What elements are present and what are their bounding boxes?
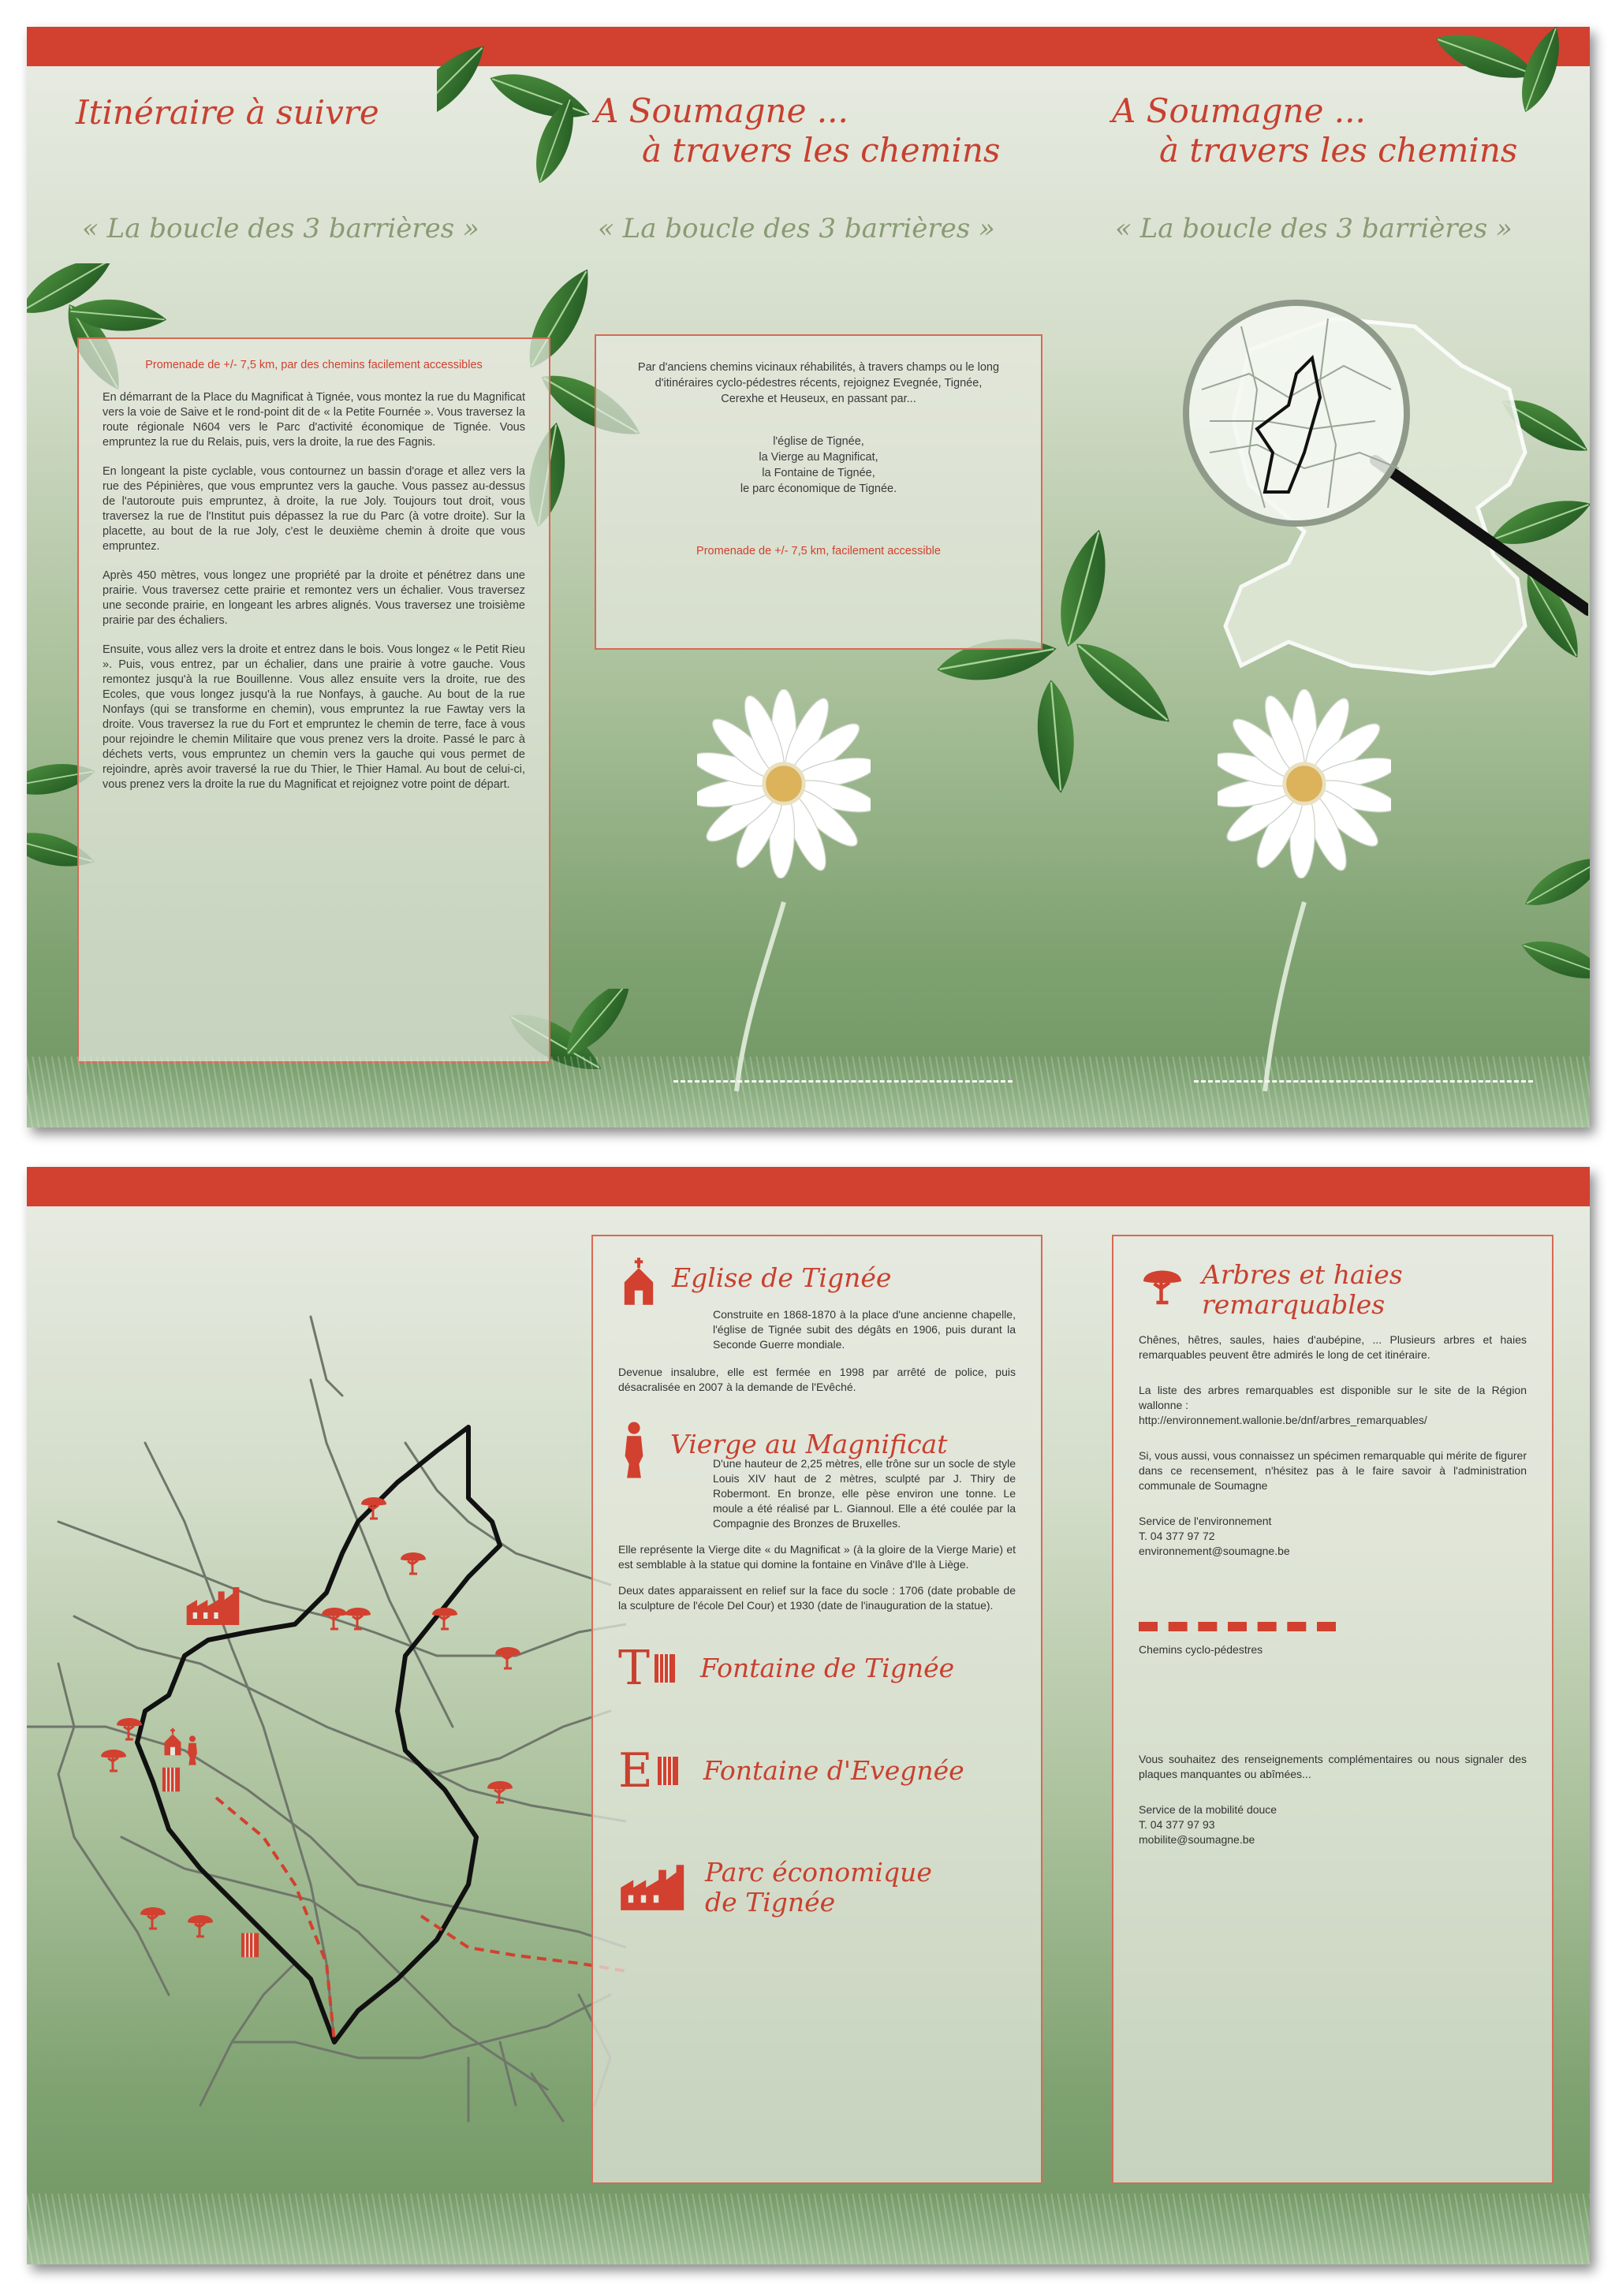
itinerary-paragraph: Ensuite, vous allez vers la droite et entrez dans le bois. Vous longez « le Petit Rieu ». Puis, vous entrez, par un échalier, dans une prairie à votre gauche. Vous remontez jusqu'à la rue Bouillenne. Vous allez ensuite vers la droite, rue des Ecoles, que vous longez jusqu'à la rue Nonfays, à gauche. Au bout de la rue Nonfays (qui se transforme en chemin), vous empruntez la rue Fawtay vers la droite. Vous traversez la rue du Fort et empruntez le chemin de terre, face à vous pour rejoindre le chemin Militaire que vous prenez vers la droite. Passé le parc à déchets verts, vous empruntez un chemin vers la gauche qui vous permet de rejoindre, après avoir traversé la rue du Thier, le Thier Hamal. Au bout de celui-ci, vous prenez vers la droite la rue du Magnificat et rejoignez votre point de départ.: [103, 643, 525, 791]
route-map: [27, 1285, 626, 2160]
vierge-paragraph: Elle représente la Vierge dite « du Magnificat » (à la gloire de la Vierge Marie) et est semblable à la statue qui domine la fontaine en Vinâve d'Ile à Liège.: [618, 1543, 1016, 1571]
env-phone: T. 04 377 97 72: [1139, 1530, 1215, 1542]
parc-section: [618, 1858, 1016, 1918]
mob-service: Service de la mobilité douce: [1139, 1803, 1277, 1816]
arbres-paragraph: Si, vous aussi, vous connaissez un spécimen remarquable qui mérite de figurer dans ce recensement, n'hésitez pas à le faire savoir à l'administration communale de Soumagne: [1139, 1449, 1527, 1492]
itinerary-paragraph: En démarrant de la Place du Magnificat à Tignée, vous montez la rue du Magnificat vers la voie de Saive et le rond-point dit de « la Petite Fournée ». Vous traversez la route régionale N604 vers le Parc d'activité économique de Tignée. Vous empruntez la rue du Relais, puis, vers la droite, la rue des Fagnis.: [103, 391, 525, 449]
cover-subtitle: « La boucle des 3 barrières »: [1115, 213, 1512, 244]
itinerary-panel-heading: Promenade de +/- 7,5 km, par des chemins facilement accessibles: [145, 359, 483, 371]
env-service: Service de l'environnement: [1139, 1515, 1272, 1527]
brochure-inner-side: [27, 1167, 1590, 2264]
middle-title-line1: A Soumagne ...: [595, 91, 849, 130]
middle-title-block: [595, 91, 1084, 170]
grass-strip: [27, 1057, 1590, 1128]
intro-list-item: l'église de Tignée,: [773, 435, 864, 448]
intro-list-item: la Vierge au Magnificat,: [759, 451, 878, 464]
middle-subtitle: « La boucle des 3 barrières »: [598, 213, 995, 244]
eglise-section: [618, 1255, 1016, 1307]
cover-title-line2: à travers les chemins: [1159, 131, 1518, 170]
vierge-paragraph: Deux dates apparaissent en relief sur la face du socle : 1706 (date probable de la sculpture de l'école Del Cour) et 1930 (date de l'inauguration de la statue).: [618, 1584, 1016, 1612]
cover-title-block: [1112, 91, 1590, 170]
fontaine-t-letter: T: [618, 1641, 651, 1696]
eglise-paragraph: Devenue insalubre, elle est fermée en 1998 par arrêté de police, puis désacralisée en 2007 à la demande de l'Evêché.: [618, 1366, 1016, 1393]
fontaine-e-letter: E: [618, 1743, 653, 1798]
fontaine-tignee-title: Fontaine de Tignée: [700, 1653, 955, 1683]
parc-title-line1: Parc économique: [705, 1857, 932, 1888]
daisy-flower-icon: [697, 689, 871, 1099]
itinerary-paragraph: Après 450 mètres, vous longez une propriété par la droite et pénétrez dans une prairie. Vous traversez cette prairie et remontez vers un échalier. Vous traversez une seconde prairie, en longeant les arbres alignés. Vous traversez une troisième prairie par des échaliers.: [103, 569, 525, 627]
eglise-title: Eglise de Tignée: [672, 1262, 892, 1293]
arbres-paragraph: Chênes, hêtres, saules, haies d'aubépine, ... Plusieurs arbres et haies remarquables peuvent être admirés le long de cet itinéraire.: [1139, 1333, 1527, 1361]
info-panel: [1112, 1235, 1553, 2184]
mob-phone: T. 04 377 97 93: [1139, 1818, 1215, 1831]
eglise-paragraph: Construite en 1868-1870 à la place d'une ancienne chapelle, l'église de Tignée subit des dégâts en 1906, puis durant la Seconde Guerre mondiale.: [713, 1308, 1016, 1351]
intro-list-item: le parc économique de Tignée.: [740, 483, 897, 495]
magnifier-map-icon: [1178, 295, 1588, 705]
vierge-title: Vierge au Magnificat: [670, 1429, 948, 1459]
intro-panel: [595, 334, 1042, 650]
env-email[interactable]: environnement@soumagne.be: [1139, 1545, 1290, 1557]
intro-note: Promenade de +/- 7,5 km, facilement accessible: [696, 545, 941, 557]
intro-list-item: la Fontaine de Tignée,: [762, 467, 875, 479]
arbres-section: [1139, 1260, 1527, 1320]
arbres-title-line1: Arbres et haies: [1202, 1259, 1403, 1290]
top-red-band: [27, 1167, 1590, 1206]
fontaine-tignee-section: [618, 1641, 1016, 1696]
points-of-interest-panel: [591, 1235, 1042, 2184]
church-icon: [618, 1255, 659, 1307]
top-red-band: [27, 27, 1590, 66]
middle-title-line2: à travers les chemins: [642, 131, 1001, 170]
tree-icon: [1139, 1260, 1186, 1307]
statue-icon: [618, 1420, 650, 1480]
grass-strip: [27, 2194, 1590, 2264]
itinerary-title: Itinéraire à suivre: [76, 93, 379, 132]
tree-icon: [101, 1497, 520, 1936]
leaf-cluster-icon: [1509, 847, 1590, 1020]
fountain-icon: [653, 1646, 677, 1690]
legend-dashed-line: [1139, 1622, 1336, 1631]
cover-title-line1: A Soumagne ...: [1112, 91, 1366, 130]
itinerary-panel: [77, 337, 550, 1063]
fontaine-evegnee-section: [618, 1743, 1016, 1798]
fountain-icon: [656, 1749, 680, 1793]
fontaine-evegnee-title: Fontaine d'Evegnée: [703, 1755, 964, 1786]
brochure-outer-side: [27, 27, 1590, 1128]
vierge-paragraph: D'une hauteur de 2,25 mètres, elle trône sur un socle de style Louis XIV haut de 2 mètres, sculpté par J. Thiry de Robermont. En bronze, elle pèse environ une tonne. Le moule a été réalisé par L. Giannoul. Elle a été coulée par la Compagnie des Bronzes de Bruxelles.: [713, 1457, 1016, 1530]
factory-icon: [618, 1861, 694, 1914]
itinerary-subtitle: « La boucle des 3 barrières »: [82, 213, 479, 244]
arbres-title-line2: remarquables: [1202, 1289, 1386, 1320]
intro-text: Par d'anciens chemins vicinaux réhabilités, à travers champs ou le long d'itinéraires cyclo-pédestres récents, rejoignez Evegnée, Tignée, Cerexhe et Heuseux, en passant par...: [637, 361, 1000, 405]
arbres-link[interactable]: http://environnement.wallonie.be/dnf/arbres_remarquables/: [1139, 1414, 1427, 1426]
mob-email[interactable]: mobilite@soumagne.be: [1139, 1833, 1255, 1846]
parc-title-line2: de Tignée: [705, 1887, 836, 1918]
arbres-paragraph: La liste des arbres remarquables est disponible sur le site de la Région wallonne :: [1139, 1384, 1527, 1411]
legend-label: Chemins cyclo-pédestres: [1139, 1643, 1263, 1656]
itinerary-paragraph: En longeant la piste cyclable, vous contournez un bassin d'orage et allez vers la rue des Pépinières, que vous empruntez vers la gauche. Vous passez au-dessus de l'autoroute puis empruntez, à droite, la rue Joly. Toujours tout droit, vous traversez la rue de l'Institut puis dépassez la rue du Parc (à votre droite). Sur la placette, au bout de la rue Joly, c'est le deuxième chemin à droite que vous empruntez.: [103, 465, 525, 553]
daisy-flower-icon: [1218, 689, 1391, 1099]
info-text: Vous souhaitez des renseignements complémentaires ou nous signaler des plaques manquantes ou abîmées...: [1139, 1753, 1527, 1780]
